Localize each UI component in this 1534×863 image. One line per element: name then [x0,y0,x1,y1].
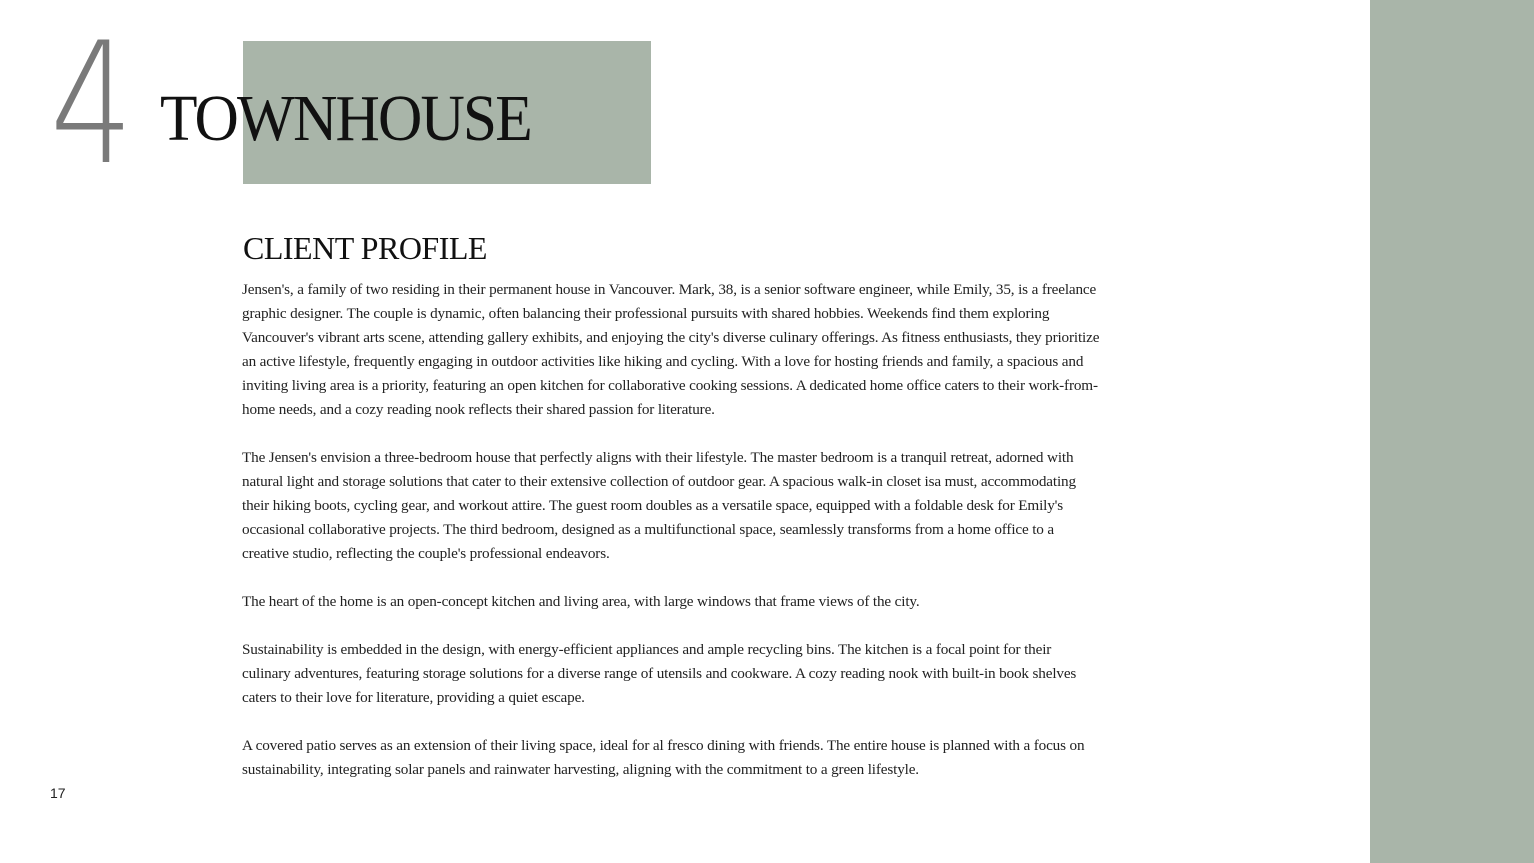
page-number: 17 [50,785,66,801]
paragraph-kitchen-living: The heart of the home is an open-concept kitchen and living area, with large windows that frame views of the city. [242,593,920,610]
page-title: TOWNHOUSE [160,82,531,155]
client-profile-text [242,278,1102,806]
section-heading: CLIENT PROFILE [243,230,487,266]
paragraph-family-intro: Jensen's, a family of two residing in their permanent house in Vancouver. Mark, 38, is a senior software engineer, while Emily, 35, is a freelance graphic designer. The couple is dynamic, often balancing their professional pursuits with shared hobbies. Weekends find them exploring Vancouver's vibrant arts scene, attending gallery exhibits, and enjoying the city's diverse culinary offerings. As fitness enthusiasts, they prioritize an active lifestyle, frequently engaging in outdoor activities like hiking and cycling. With a love for hosting friends and family, a spacious and inviting living area is a priority, featuring an open kitchen for collaborative cooking sessions. A dedicated home office caters to their work-from-home needs, and a cozy reading nook reflects their shared passion for literature. [242,281,1100,418]
side-accent-panel [1370,0,1534,863]
section-number: 4 [50,6,131,202]
paragraph-patio: A covered patio serves as an extension of their living space, ideal for al fresco dining with friends. The entire house is planned with a focus on sustainability, integrating solar panels and rainwater harvesting, aligning with the commitment to a green lifestyle. [242,737,1085,778]
paragraph-bedrooms: The Jensen's envision a three-bedroom house that perfectly aligns with their lifestyle. The master bedroom is a tranquil retreat, adorned with natural light and storage solutions that cater to their extensive collection of outdoor gear. A spacious walk-in closet isa must, accommodating their hiking boots, cycling gear, and workout attire. The guest room doubles as a versatile space, equipped with a foldable desk for Emily's occasional collaborative projects. The third bedroom, designed as a multifunctional space, seamlessly transforms from a home office to a creative studio, reflecting the couple's professional endeavors. [242,449,1076,562]
paragraph-sustainability: Sustainability is embedded in the design, with energy-efficient appliances and ample recycling bins. The kitchen is a focal point for their culinary adventures, featuring storage solutions for a diverse range of utensils and cookware. A cozy reading nook with built-in book shelves caters to their love for literature, providing a quiet escape. [242,641,1077,706]
